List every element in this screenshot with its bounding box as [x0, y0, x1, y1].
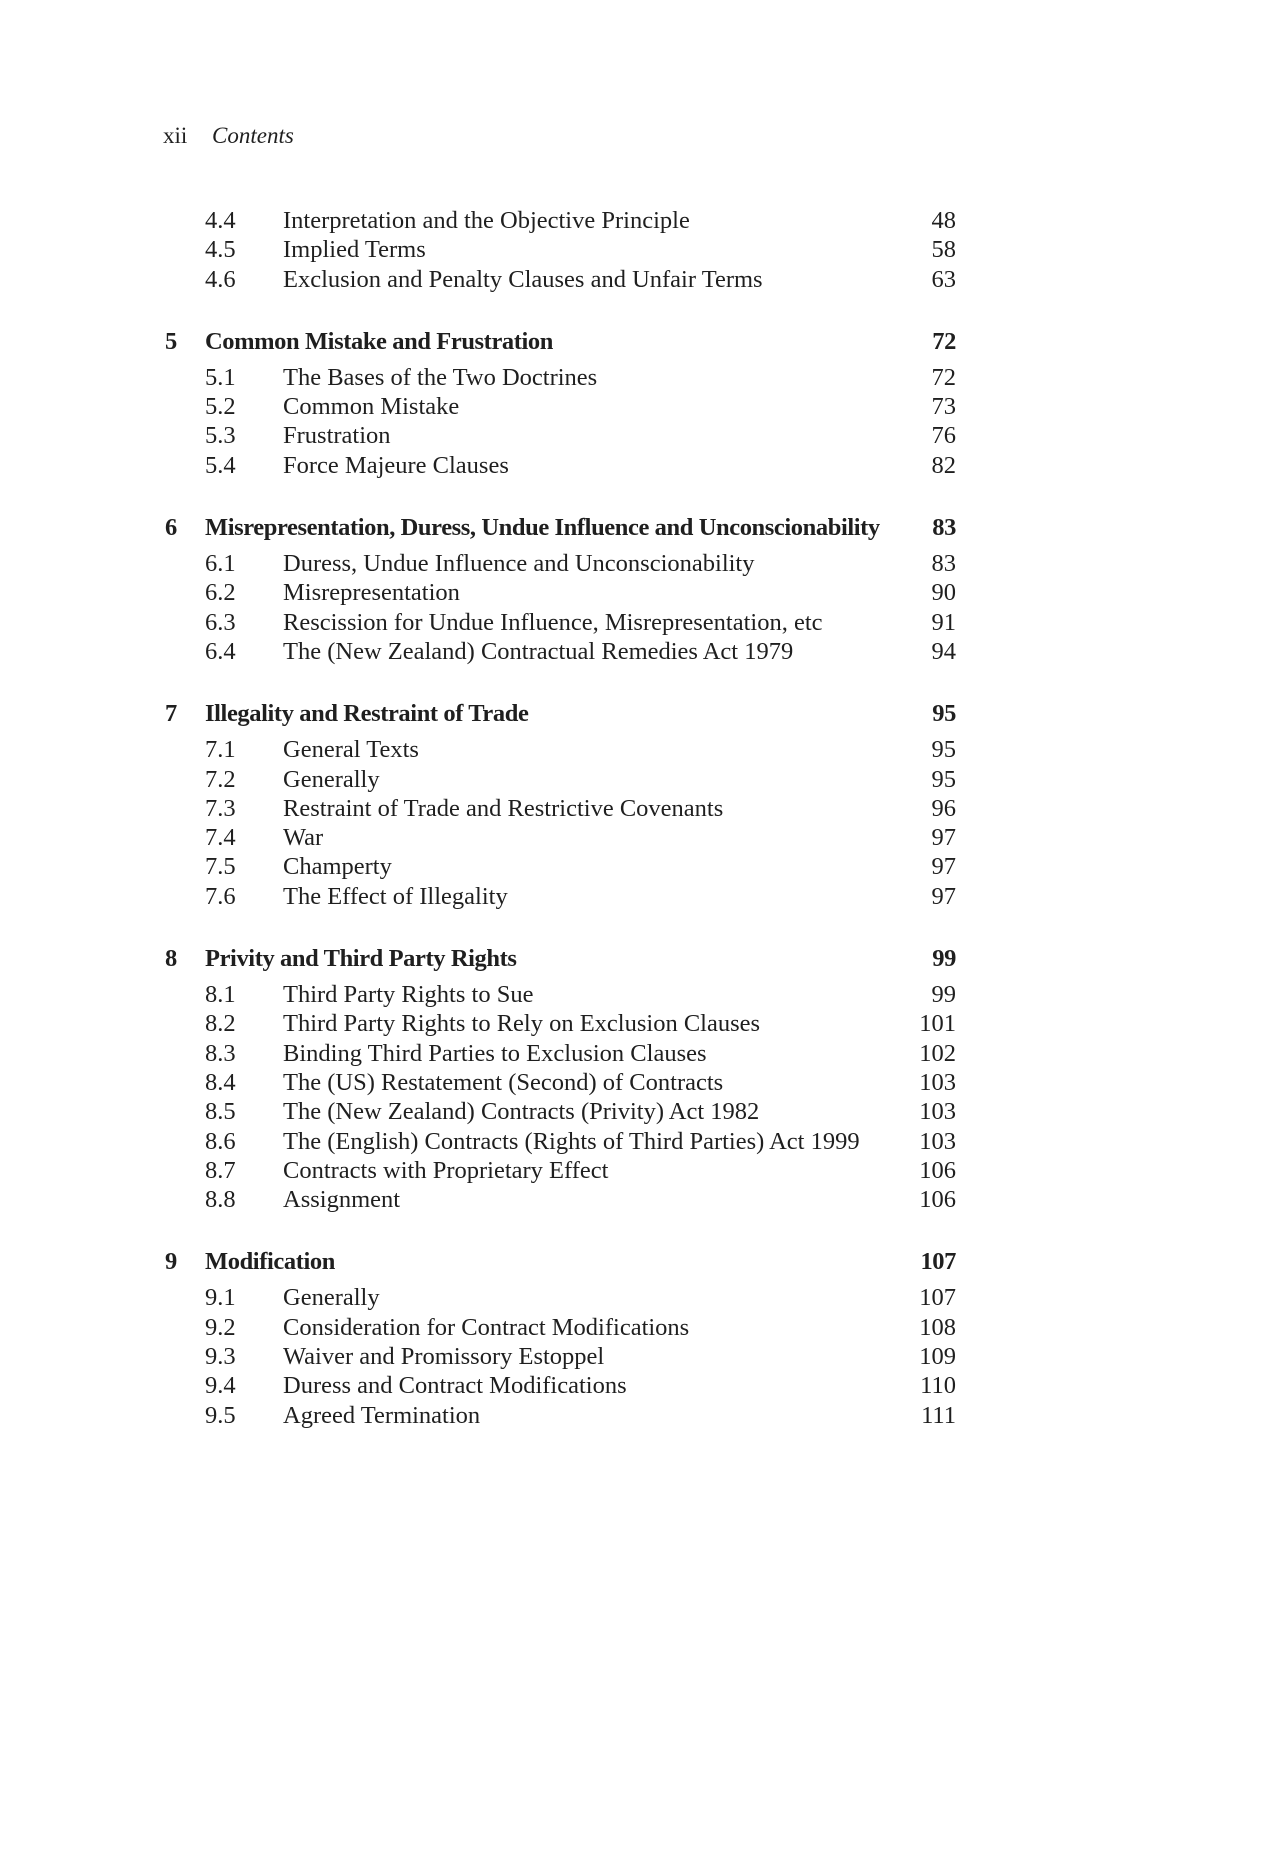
toc-section-entry[interactable]	[163, 852, 956, 881]
page-number: 110	[920, 1372, 956, 1400]
toc-section-entry[interactable]	[163, 980, 956, 1009]
section-number: 8.5	[205, 1098, 236, 1126]
section-title: Binding Third Parties to Exclusion Clauses	[283, 1039, 707, 1067]
toc-section-entry[interactable]	[163, 1097, 956, 1126]
page-number: 95	[932, 700, 956, 728]
section-title: The Effect of Illegality	[283, 882, 508, 910]
section-number: 5.4	[205, 451, 236, 479]
section-title: Consideration for Contract Modifications	[283, 1313, 690, 1341]
page-number: 109	[919, 1343, 956, 1371]
toc-section-entry[interactable]	[163, 235, 956, 264]
section-number: 8.8	[205, 1186, 236, 1214]
section-number: 9.2	[205, 1313, 236, 1341]
page-number: 97	[931, 824, 956, 852]
page-folio: xii	[163, 123, 188, 148]
chapter-title: Modification	[205, 1248, 335, 1276]
page-number: 106	[919, 1186, 956, 1214]
section-number: 8.2	[205, 1010, 236, 1038]
section-title: Interpretation and the Objective Principle	[283, 207, 690, 234]
section-title: The Bases of the Two Doctrines	[283, 363, 598, 391]
toc-section-entry[interactable]	[163, 578, 956, 607]
page-number: 72	[931, 363, 956, 391]
toc-section-entry[interactable]	[163, 637, 956, 666]
toc-section-entry[interactable]	[163, 363, 956, 392]
page-number: 106	[919, 1156, 956, 1184]
chapter-title: Misrepresentation, Duress, Undue Influence and Unconscionability	[205, 514, 880, 542]
page-number: 63	[931, 265, 956, 293]
section-title: The (English) Contracts (Rights of Third Parties) Act 1999	[283, 1127, 860, 1155]
section-number: 9.3	[205, 1343, 236, 1371]
page-number: 73	[931, 393, 956, 421]
section-title: Duress, Undue Influence and Unconscionability	[283, 550, 755, 578]
section-number: 4.4	[205, 207, 236, 234]
page-number: 99	[931, 981, 956, 1009]
toc-section-entry[interactable]	[163, 1127, 956, 1156]
section-number: 8.6	[205, 1127, 236, 1155]
page-number: 107	[920, 1248, 956, 1276]
section-number: 7.2	[205, 765, 236, 793]
toc-section-entry[interactable]	[163, 206, 956, 235]
section-number: 8.4	[205, 1068, 236, 1096]
section-number: 5.3	[205, 422, 236, 450]
chapter-title: Privity and Third Party Rights	[205, 945, 517, 973]
section-title: Frustration	[283, 422, 391, 450]
section-title: Duress and Contract Modifications	[283, 1372, 627, 1400]
section-number: 7.5	[205, 853, 236, 881]
section-title: Third Party Rights to Sue	[283, 981, 534, 1009]
section-number: 8.1	[205, 981, 236, 1009]
section-title: Assignment	[283, 1186, 401, 1214]
section-number: 9.5	[205, 1401, 236, 1429]
toc-section-entry[interactable]	[163, 1185, 956, 1214]
page-number: 99	[932, 945, 956, 973]
toc-section-entry[interactable]	[163, 549, 956, 578]
section-title: Agreed Termination	[283, 1401, 481, 1429]
section-title: Champerty	[283, 853, 392, 881]
toc-chapter-entry[interactable]	[163, 944, 956, 980]
page-number: 108	[919, 1313, 956, 1341]
page-number: 103	[919, 1127, 956, 1155]
toc-section-entry[interactable]	[163, 608, 956, 637]
toc-chapter-entry[interactable]	[163, 327, 956, 363]
section-number: 5.1	[205, 363, 236, 391]
section-number: 9.1	[205, 1284, 236, 1312]
toc-chapter-entry[interactable]	[163, 1247, 956, 1283]
page-number: 94	[931, 637, 956, 665]
page-number: 48	[931, 207, 956, 234]
section-title: War	[283, 824, 324, 852]
toc-section-entry[interactable]	[163, 1039, 956, 1068]
section-title: The (US) Restatement (Second) of Contracts	[283, 1068, 724, 1096]
toc-section-entry[interactable]	[163, 421, 956, 450]
table-of-contents	[163, 206, 956, 1430]
page-number: 103	[919, 1098, 956, 1126]
chapter-number: 8	[165, 945, 177, 973]
page-number: 91	[931, 608, 956, 636]
toc-section-entry[interactable]	[163, 1371, 956, 1400]
section-title: Third Party Rights to Rely on Exclusion Clauses	[283, 1010, 761, 1038]
section-number: 5.2	[205, 393, 236, 421]
section-number: 7.4	[205, 824, 236, 852]
toc-section-entry[interactable]	[163, 1342, 956, 1371]
chapter-title: Common Mistake and Frustration	[205, 327, 554, 355]
section-number: 8.7	[205, 1156, 236, 1184]
page-number: 101	[919, 1010, 956, 1038]
toc-section-entry[interactable]	[163, 1283, 956, 1312]
page-number: 58	[931, 236, 956, 264]
running-head	[163, 122, 294, 150]
page-number: 96	[931, 794, 956, 822]
section-title: Force Majeure Clauses	[283, 451, 509, 479]
section-number: 4.5	[205, 236, 236, 264]
section-title: Rescission for Undue Influence, Misrepresentation, etc	[283, 608, 823, 636]
section-title: Generally	[283, 765, 380, 793]
toc-section-entry[interactable]	[163, 1401, 956, 1430]
section-title: Exclusion and Penalty Clauses and Unfair Terms	[283, 265, 763, 293]
section-title: Contracts with Proprietary Effect	[283, 1156, 609, 1184]
toc-section-entry[interactable]	[163, 1068, 956, 1097]
chapter-title: Illegality and Restraint of Trade	[205, 700, 529, 728]
chapter-number: 5	[165, 327, 177, 355]
section-number: 9.4	[205, 1372, 236, 1400]
toc-section-entry[interactable]	[163, 392, 956, 421]
page-number: 90	[931, 579, 956, 607]
chapter-number: 7	[165, 700, 177, 728]
toc-section-entry[interactable]	[163, 882, 956, 911]
section-number: 6.4	[205, 637, 236, 665]
page-number: 95	[931, 736, 956, 764]
toc-section-entry[interactable]	[163, 794, 956, 823]
toc-section-entry[interactable]	[163, 765, 956, 794]
page-number: 97	[931, 882, 956, 910]
section-number: 7.3	[205, 794, 236, 822]
section-title: Waiver and Promissory Estoppel	[283, 1343, 605, 1371]
section-title: Common Mistake	[283, 393, 460, 421]
page-number: 82	[931, 451, 956, 479]
toc-section-entry[interactable]	[163, 1156, 956, 1185]
toc-section-entry[interactable]	[163, 1313, 956, 1342]
toc-section-entry[interactable]	[163, 735, 956, 764]
page-number: 72	[932, 327, 956, 355]
running-head-title: Contents	[212, 123, 294, 148]
page-number: 103	[919, 1068, 956, 1096]
toc-section-entry[interactable]	[163, 265, 956, 294]
page-number: 102	[919, 1039, 956, 1067]
section-number: 4.6	[205, 265, 236, 293]
page-number: 83	[932, 514, 956, 542]
toc-section-entry[interactable]	[163, 451, 956, 480]
section-number: 7.1	[205, 736, 236, 764]
section-number: 6.3	[205, 608, 236, 636]
page-number: 97	[931, 853, 956, 881]
section-title: The (New Zealand) Contracts (Privity) Act 1982	[283, 1098, 760, 1126]
section-number: 6.2	[205, 579, 236, 607]
toc-section-entry[interactable]	[163, 1009, 956, 1038]
section-title: The (New Zealand) Contractual Remedies Act 1979	[283, 637, 794, 665]
section-title: Generally	[283, 1284, 380, 1312]
page-number: 76	[931, 422, 956, 450]
section-title: Implied Terms	[283, 236, 426, 264]
page-number: 83	[931, 550, 956, 578]
toc-chapter-entry[interactable]	[163, 699, 956, 735]
chapter-number: 9	[165, 1248, 177, 1276]
toc-section-entry[interactable]	[163, 823, 956, 852]
section-number: 8.3	[205, 1039, 236, 1067]
section-number: 7.6	[205, 882, 236, 910]
section-title: General Texts	[283, 736, 419, 764]
page-number: 95	[931, 765, 956, 793]
section-title: Restraint of Trade and Restrictive Covenants	[283, 794, 724, 822]
section-number: 6.1	[205, 550, 236, 578]
page-number: 111	[921, 1401, 956, 1429]
section-title: Misrepresentation	[283, 579, 460, 607]
toc-chapter-entry[interactable]	[163, 513, 956, 549]
page-number: 107	[919, 1284, 956, 1312]
chapter-number: 6	[165, 514, 177, 542]
